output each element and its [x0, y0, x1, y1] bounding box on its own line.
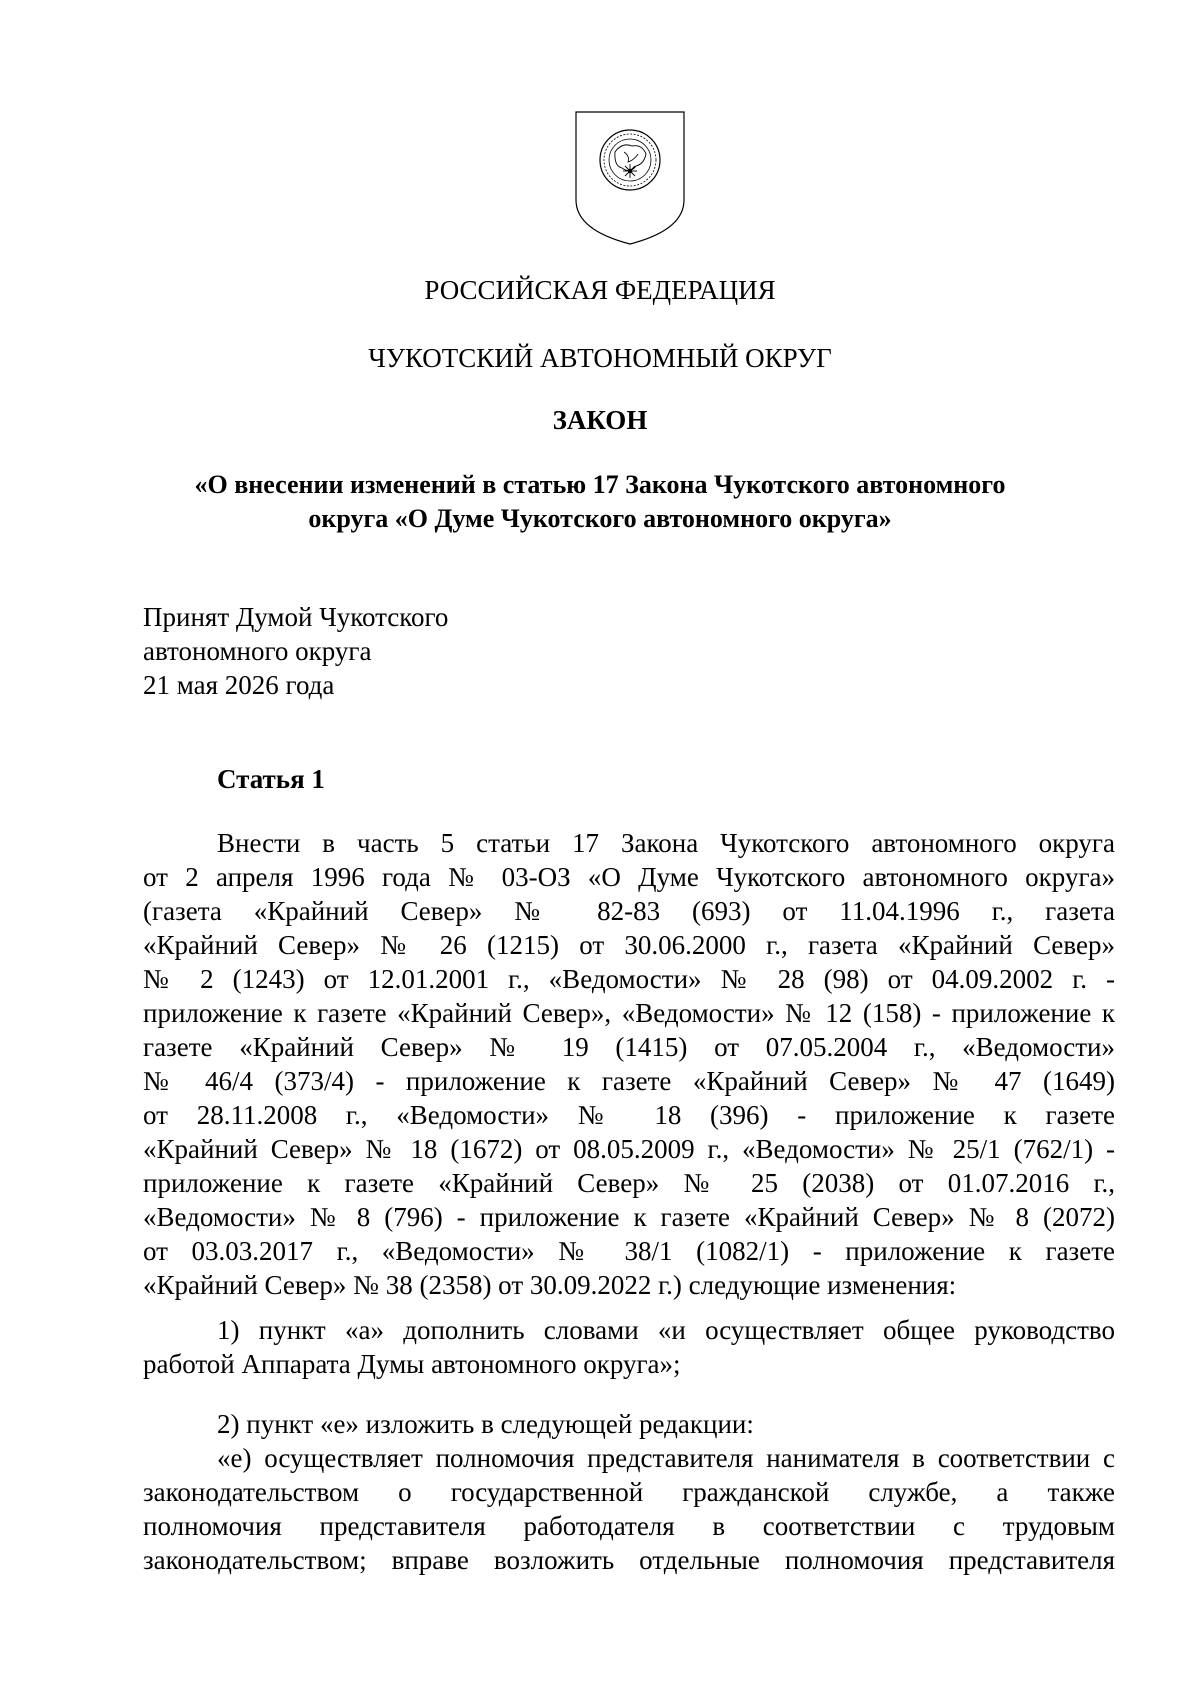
law-title-line: «О внесении изменений в статью 17 Закона Чукотского автономного — [194, 470, 1006, 499]
adoption-note — [143, 600, 448, 702]
text-line: приложение к газете «Крайний Север» № 25 (2038) от 01.07.2016 г., — [143, 1168, 1115, 1198]
text-line: Внести в часть 5 статьи 17 Закона Чукотского автономного округа — [217, 828, 1115, 858]
text-line: от 03.03.2017 г., «Ведомости» № 38/1 (1082/1) - приложение к газете — [143, 1236, 1115, 1266]
text-line: № 46/4 (373/4) - приложение к газете «Крайний Север» № 47 (1649) — [143, 1066, 1115, 1096]
text-line: от 28.11.2008 г., «Ведомости» № 18 (396) - приложение к газете — [143, 1100, 1115, 1130]
text-line: № 2 (1243) от 12.01.2001 г., «Ведомости» № 28 (98) от 04.09.2002 г. - — [143, 964, 1115, 994]
text-line: «Крайний Север» № 18 (1672) от 08.05.2009 г., «Ведомости» № 25/1 (762/1) - — [143, 1134, 1115, 1164]
text-line: полномочия представителя работодателя в соответствии с трудовым — [143, 1511, 1115, 1541]
text-line: работой Аппарата Думы автономного округа»; — [143, 1349, 681, 1379]
coat-of-arms-emblem — [570, 108, 690, 248]
region-heading: ЧУКОТСКИЙ АВТОНОМНЫЙ ОКРУГ — [368, 343, 832, 373]
text-line: «Ведомости» № 8 (796) - приложение к газете «Крайний Север» № 8 (2072) — [143, 1202, 1115, 1232]
adoption-line: автономного округа — [143, 636, 372, 666]
country-heading: РОССИЙСКАЯ ФЕДЕРАЦИЯ — [424, 275, 776, 305]
article-heading: Статья 1 — [217, 764, 325, 794]
law-title — [0, 468, 1200, 536]
adoption-line: Принят Думой Чукотского — [143, 602, 449, 632]
text-line: газете «Крайний Север» № 19 (1415) от 07.05.2004 г., «Ведомости» — [143, 1032, 1115, 1062]
adoption-date: 21 мая 2026 года — [143, 670, 335, 700]
amendment-item-1 — [143, 1313, 1115, 1381]
text-line: 2) пункт «е» изложить в следующей редакции: — [217, 1409, 754, 1439]
text-line: приложение к газете «Крайний Север», «Ведомости» № 12 (158) - приложение к — [143, 998, 1115, 1028]
text-line: от 2 апреля 1996 года № 03-ОЗ «О Думе Чукотского автономного округа» — [143, 862, 1115, 892]
text-line: законодательством; вправе возложить отдельные полномочия представителя — [143, 1545, 1115, 1575]
law-title-line: округа «О Думе Чукотского автономного округа» — [308, 504, 892, 533]
text-line: «Крайний Север» № 26 (1215) от 30.06.2000 г., газета «Крайний Север» — [143, 930, 1115, 960]
document-type-heading: ЗАКОН — [552, 405, 648, 435]
text-line: законодательством о государственной гражданской службе, а также — [143, 1477, 1115, 1507]
text-line: «е) осуществляет полномочия представителя нанимателя в соответствии с — [217, 1443, 1115, 1473]
text-line: «Крайний Север» № 38 (2358) от 30.09.2022 г.) следующие изменения: — [143, 1270, 957, 1300]
text-line: (газета «Крайний Север» № 82-83 (693) от 11.04.1996 г., газета — [143, 896, 1115, 926]
article-paragraph-1 — [143, 826, 1115, 1302]
text-line: 1) пункт «а» дополнить словами «и осуществляет общее руководство — [217, 1315, 1115, 1345]
amendment-item-2 — [143, 1407, 1115, 1577]
